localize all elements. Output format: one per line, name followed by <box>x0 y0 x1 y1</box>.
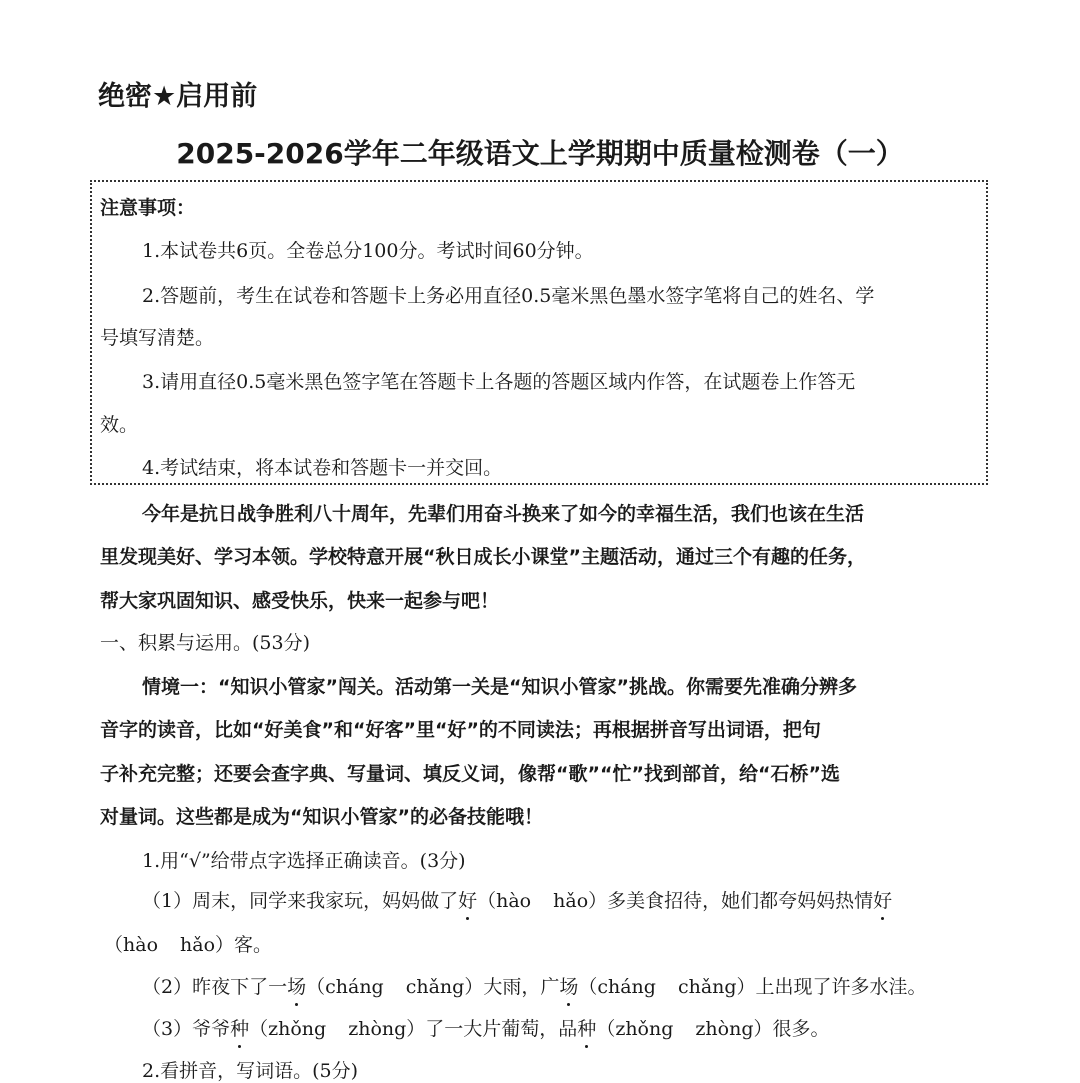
dotted-character: 好 <box>458 886 477 913</box>
pinyin-option: chǎng）大雨，广 <box>405 976 560 998</box>
situation-line-3: 子补充完整；还要会查字典、写量词、填反义词，像帮“歌”“忙”找到部首，给“石桥”选 <box>100 763 840 785</box>
confidential-label: 绝密★启用前 <box>98 81 258 112</box>
pinyin-option: hǎo）客。 <box>180 934 273 956</box>
pinyin-option: （cháng <box>578 976 656 998</box>
pinyin-option: （cháng <box>306 976 384 998</box>
question-1-sentence-2 <box>142 972 927 999</box>
situation-line-1: 情境一：“知识小管家”闯关。活动第一关是“知识小管家”挑战。你需要先准确分辨多 <box>142 676 857 698</box>
sentence-2-text: （2）昨夜下了一 <box>142 976 288 998</box>
dotted-character: 场 <box>287 972 306 999</box>
pinyin-option: hǎo）多美食招待，她们都夸妈妈热情 <box>553 890 874 912</box>
notice-item-3-line-2: 效。 <box>100 414 139 436</box>
question-1-stem: 1.用“√”给带点字选择正确读音。(3分) <box>142 850 466 872</box>
dotted-character: 种 <box>230 1014 249 1041</box>
pinyin-option: （hào <box>104 934 159 956</box>
notice-item-3-line-1: 3.请用直径0.5毫米黑色签字笔在答题卡上各题的答题区域内作答，在试题卷上作答无 <box>142 371 856 393</box>
notice-heading: 注意事项： <box>100 197 196 219</box>
sentence-3-text: （3）爷爷 <box>142 1018 231 1040</box>
notice-box <box>90 180 988 485</box>
section-1-heading: 一、积累与运用。(53分) <box>100 632 311 654</box>
exam-title: 2025-2026学年二年级语文上学期期中质量检测卷（一） <box>176 137 904 170</box>
question-1-sentence-1-cont <box>104 930 272 957</box>
sentence-1-text: （1）周末，同学来我家玩，妈妈做了 <box>142 890 459 912</box>
pinyin-option: （zhǒng <box>249 1018 327 1040</box>
question-1-sentence-1 <box>142 886 892 913</box>
situation-line-4: 对量词。这些都是成为“知识小管家”的必备技能哦！ <box>100 806 543 828</box>
pinyin-option: zhòng）很多。 <box>695 1018 830 1040</box>
intro-line-3: 帮大家巩固知识、感受快乐，快来一起参与吧！ <box>100 590 500 612</box>
pinyin-option: chǎng）上出现了许多水洼。 <box>677 976 927 998</box>
notice-item-4: 4.考试结束，将本试卷和答题卡一并交回。 <box>142 457 503 479</box>
intro-line-1: 今年是抗日战争胜利八十周年，先辈们用奋斗换来了如今的幸福生活，我们也该在生活 <box>142 503 865 525</box>
dotted-character: 好 <box>873 886 892 913</box>
pinyin-option: （hào <box>477 890 532 912</box>
notice-item-1: 1.本试卷共6页。全卷总分100分。考试时间60分钟。 <box>142 240 594 262</box>
notice-item-2-line-1: 2.答题前，考生在试卷和答题卡上务必用直径0.5毫米黑色墨水签字笔将自己的姓名、学 <box>142 285 875 307</box>
question-2-stem: 2.看拼音，写词语。(5分) <box>142 1060 359 1082</box>
dotted-character: 种 <box>577 1014 596 1041</box>
pinyin-option: zhòng）了一大片葡萄，品 <box>348 1018 578 1040</box>
dotted-character: 场 <box>559 972 578 999</box>
intro-line-2: 里发现美好、学习本领。学校特意开展“秋日成长小课堂”主题活动，通过三个有趣的任务， <box>100 546 866 568</box>
situation-line-2: 音字的读音，比如“好美食”和“好客”里“好”的不同读法；再根据拼音写出词语，把句 <box>100 719 821 741</box>
notice-item-2-line-2: 号填写清楚。 <box>100 327 215 349</box>
question-1-sentence-3 <box>142 1014 830 1041</box>
pinyin-option: （zhǒng <box>596 1018 674 1040</box>
